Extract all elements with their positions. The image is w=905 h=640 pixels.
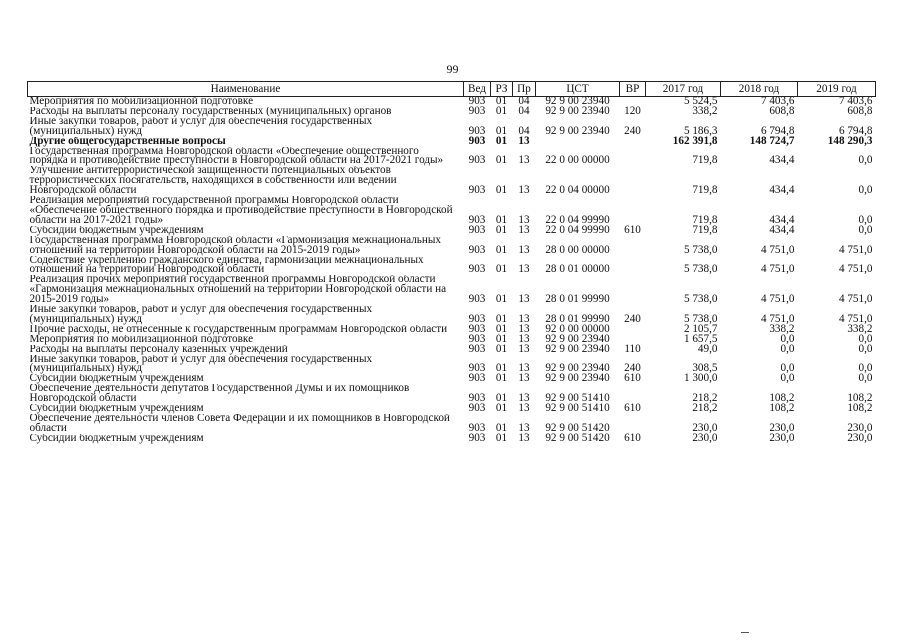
cell-2017: 1 657,5 [683, 332, 718, 345]
cell-rz: 01 [495, 243, 508, 256]
cell-name: Прочие расходы, не отнесенные к государственным программам Новгородской области [29, 324, 448, 335]
cell-ved: 903 [468, 392, 486, 405]
cell-pr: 13 [518, 263, 530, 276]
cell-name: Расходы на выплаты персоналу казенных учреждений [29, 344, 288, 355]
cell-2019: 0,0 [858, 154, 873, 167]
table-row [28, 325, 876, 335]
cell-2019: 0,0 [858, 184, 873, 197]
cell-2018: 4 751,0 [760, 293, 795, 306]
cell-cst: 92 9 00 51420 [545, 431, 610, 444]
cell-2018: 0,0 [780, 342, 795, 355]
cell-2018: 434,4 [769, 213, 795, 226]
cell-2017: 49,0 [697, 342, 718, 355]
cell-pr: 13 [518, 421, 530, 434]
cell-2017: 5 524,5 [683, 95, 718, 107]
cell-name: Обеспечение деятельности депутатов Государственной Думы и их помощников Новгородской области [29, 384, 410, 405]
cell-2019: 338,2 [847, 322, 873, 335]
cell-vr [620, 166, 646, 196]
cell-rz: 01 [495, 124, 508, 137]
cell-2019: 148 290,3 [827, 134, 873, 147]
cell-vr [620, 414, 646, 434]
cell-ved: 903 [468, 431, 486, 444]
cell-name: Улучшение антитеррористической защищенности потенциальных объектов террористических посягательств, находящихся в собственности или ведении Новгородской области [29, 166, 397, 197]
cell-rz: 01 [495, 263, 508, 276]
cell-name: Обеспечение деятельности членов Совета Федерации и их помощников в Новгородской области [29, 414, 450, 434]
cell-2019: 7 403,6 [838, 95, 873, 107]
table-row [28, 335, 876, 345]
cell-2018: 338,2 [769, 322, 795, 335]
cell-cst: 28 0 01 99990 [545, 293, 610, 306]
cell-2017: 5 738,0 [683, 263, 718, 276]
table-row [28, 107, 876, 117]
table-row [28, 374, 876, 384]
cell-2018: 608,8 [769, 104, 795, 117]
cell-vr: 610 [624, 372, 641, 385]
cell-pr: 04 [518, 95, 530, 107]
cell-2017: 308,5 [692, 362, 718, 375]
table-row [28, 345, 876, 355]
cell-2019: 0,0 [858, 223, 873, 236]
cell-ved: 903 [468, 322, 486, 335]
cell-rz: 01 [495, 154, 508, 167]
cell-ved: 903 [468, 184, 486, 197]
cell-pr: 04 [518, 104, 530, 117]
cell-name: Иные закупки товаров, работ и услуг для обеспечения государственных (муниципальных) нужд [29, 116, 373, 137]
cell-2018: 4 751,0 [760, 263, 795, 276]
cell-pr: 13 [518, 322, 530, 335]
cell-pr: 13 [518, 372, 530, 385]
table-row [28, 384, 876, 404]
cell-2017: 162 391,8 [672, 134, 718, 147]
column-header-ved: Вед [464, 82, 491, 97]
cell-cst: 92 9 00 51410 [545, 402, 610, 415]
cell-2018: 434,4 [769, 154, 795, 167]
table-row [28, 256, 876, 276]
cell-ved: 903 [468, 263, 486, 276]
cell-vr: 240 [624, 124, 641, 137]
cell-name: Другие общегосударственные вопросы [29, 136, 226, 147]
table-row [28, 117, 876, 137]
cell-2018: 108,2 [769, 402, 795, 415]
table-row [28, 236, 876, 256]
cell-pr: 13 [518, 431, 530, 444]
cell-vr [620, 147, 646, 167]
cell-2019: 108,2 [847, 402, 873, 415]
cell-2017: 5 738,0 [683, 312, 718, 325]
cell-pr: 13 [518, 154, 530, 167]
cell-pr: 13 [518, 184, 530, 197]
table-body [28, 97, 876, 444]
cell-2019: 108,2 [847, 392, 873, 405]
cell-ved: 903 [468, 402, 486, 415]
cell-vr: 120 [624, 104, 641, 117]
page-number: 99 [446, 62, 459, 76]
table-row [28, 166, 876, 196]
cell-2018: 434,4 [769, 223, 795, 236]
cell-rz: 01 [495, 332, 508, 345]
cell-ved: 903 [468, 104, 486, 117]
table-row [28, 226, 876, 236]
column-header-2018: 2018 год [721, 82, 798, 97]
cell-ved: 903 [468, 124, 486, 137]
cell-2019: 0,0 [858, 362, 873, 375]
column-header-cst: ЦСТ [536, 82, 620, 97]
cell-cst: 92 0 00 00000 [545, 322, 610, 335]
cell-2017: 719,8 [692, 213, 718, 226]
cell-rz: 01 [495, 213, 508, 226]
cell-2018: 7 403,6 [760, 95, 795, 107]
cell-cst: 92 9 00 23940 [545, 124, 610, 137]
cell-ved: 903 [468, 342, 486, 355]
cell-vr [620, 256, 646, 276]
cell-name: Субсидии бюджетным учреждениям [29, 433, 204, 444]
cell-2019: 0,0 [858, 372, 873, 385]
cell-name: Субсидии бюджетным учреждениям [29, 374, 204, 385]
cell-cst: 22 0 04 99990 [545, 213, 610, 226]
cell-2017: 1 300,0 [683, 372, 718, 385]
cell-pr: 13 [518, 134, 530, 147]
cell-2019: 0,0 [858, 332, 873, 345]
cell-rz: 01 [495, 223, 508, 236]
cell-2018: 6 794,8 [760, 124, 795, 137]
cell-cst: 22 0 00 00000 [545, 154, 610, 167]
cell-name: Государственная программа Новгородской области «Гармонизация межнациональных отношений на территории Новгородской области на 2015-2019 годы» [29, 235, 441, 256]
cell-2018: 148 724,7 [749, 134, 795, 147]
cell-pr: 13 [518, 312, 530, 325]
table-header-row [28, 82, 876, 97]
cell-2019: 4 751,0 [838, 263, 873, 276]
table-row [28, 414, 876, 434]
cell-2017: 719,8 [692, 154, 718, 167]
cell-cst: 92 9 00 23940 [545, 104, 610, 117]
table-row [28, 434, 876, 444]
cell-2017: 2 105,7 [683, 322, 718, 335]
cell-2017: 5 186,3 [683, 124, 718, 137]
cell-name: Субсидии бюджетным учреждениям [29, 404, 204, 414]
column-header-vr: ВР [620, 82, 646, 97]
cell-ved: 903 [468, 312, 486, 325]
cell-rz: 01 [495, 322, 508, 335]
scan-mark [741, 632, 749, 633]
cell-name: Государственная программа Новгородской области «Обеспечение общественного порядка и противодействие преступности в Новгородской области на 2017-2021 годы» [29, 146, 444, 167]
cell-ved: 903 [468, 134, 486, 147]
cell-name: Реализация прочих мероприятий государственной программы Новгородской области «Гармонизация межнациональных отношений на территории Новгородской области на 2015-2019 годы» [29, 275, 447, 306]
cell-cst: 22 0 04 99990 [545, 223, 610, 236]
cell-vr: 610 [624, 431, 641, 444]
cell-ved: 903 [468, 154, 486, 167]
cell-name: Реализация мероприятий государственной программы Новгородской области «Обеспечение общественного порядка и противодействие преступности в Новгородской области на 2017-2021 годы» [29, 196, 453, 226]
cell-ved: 903 [468, 223, 486, 236]
cell-pr: 13 [518, 402, 530, 415]
cell-rz: 01 [495, 402, 508, 415]
cell-cst: 28 0 01 99990 [545, 312, 610, 325]
cell-2017: 5 738,0 [683, 243, 718, 256]
cell-vr [620, 236, 646, 256]
cell-cst: 92 9 00 51420 [545, 421, 610, 434]
cell-pr: 13 [518, 223, 530, 236]
cell-cst: 28 0 01 00000 [545, 263, 610, 276]
cell-cst: 92 9 00 23940 [545, 362, 610, 375]
table-row [28, 137, 876, 147]
cell-ved: 903 [468, 95, 486, 107]
cell-rz: 01 [495, 342, 508, 355]
cell-cst: 92 9 00 23940 [545, 342, 610, 355]
table-row [28, 305, 876, 325]
column-header-pr: Пр [513, 82, 536, 97]
cell-name: Мероприятия по мобилизационной подготовке [29, 96, 254, 107]
cell-2017: 719,8 [692, 223, 718, 236]
cell-name: Мероприятия по мобилизационной подготовке [29, 334, 254, 345]
cell-2019: 608,8 [847, 104, 873, 117]
cell-vr: 610 [624, 223, 641, 236]
cell-rz: 01 [495, 312, 508, 325]
cell-rz: 01 [495, 362, 508, 375]
cell-cst: 92 9 00 23940 [545, 332, 610, 345]
cell-name: Расходы на выплаты персоналу государственных (муниципальных) органов [29, 106, 392, 117]
cell-2019: 0,0 [858, 342, 873, 355]
cell-2018: 4 751,0 [760, 243, 795, 256]
cell-rz: 01 [495, 104, 508, 117]
cell-2017: 719,8 [692, 184, 718, 197]
cell-vr [620, 137, 646, 147]
cell-rz: 01 [495, 372, 508, 385]
column-header-2019: 2019 год [798, 82, 876, 97]
cell-2019: 4 751,0 [838, 243, 873, 256]
cell-pr: 13 [518, 362, 530, 375]
cell-ved: 903 [468, 293, 486, 306]
cell-cst: 22 0 04 00000 [545, 184, 610, 197]
cell-vr [620, 196, 646, 226]
cell-ved: 903 [468, 362, 486, 375]
cell-vr: 110 [624, 342, 641, 355]
cell-rz: 01 [495, 184, 508, 197]
cell-name: Иные закупки товаров, работ и услуг для обеспечения государственных (муниципальных) нужд [29, 354, 373, 375]
cell-2018: 108,2 [769, 392, 795, 405]
cell-2019: 0,0 [858, 213, 873, 226]
table-row [28, 97, 876, 107]
cell-cst: 28 0 00 00000 [545, 243, 610, 256]
cell-cst: 92 9 00 51410 [545, 392, 610, 405]
cell-name: Иные закупки товаров, работ и услуг для обеспечения государственных (муниципальных) нужд [29, 305, 373, 325]
column-header-2017: 2017 год [646, 82, 721, 97]
cell-2019: 230,0 [847, 431, 873, 444]
cell-2017: 338,2 [692, 104, 718, 117]
cell-vr: 610 [624, 402, 641, 415]
table-row [28, 355, 876, 375]
cell-pr: 13 [518, 342, 530, 355]
cell-vr [620, 275, 646, 305]
cell-cst [536, 137, 620, 147]
cell-pr: 13 [518, 293, 530, 306]
cell-2018: 0,0 [780, 372, 795, 385]
cell-2018: 4 751,0 [760, 312, 795, 325]
cell-pr: 04 [518, 124, 530, 137]
cell-2019: 4 751,0 [838, 293, 873, 306]
table-row [28, 147, 876, 167]
cell-cst: 92 9 00 23940 [545, 372, 610, 385]
cell-ved: 903 [468, 243, 486, 256]
cell-2019: 6 794,8 [838, 124, 873, 137]
cell-rz: 01 [495, 293, 508, 306]
cell-2017: 230,0 [692, 431, 718, 444]
cell-2018: 230,0 [769, 421, 795, 434]
cell-ved: 903 [468, 372, 486, 385]
cell-2018: 0,0 [780, 362, 795, 375]
cell-rz: 01 [495, 95, 508, 107]
column-header-rz: РЗ [491, 82, 513, 97]
cell-rz: 01 [495, 392, 508, 405]
cell-rz: 01 [495, 421, 508, 434]
table-row [28, 404, 876, 414]
cell-vr: 240 [624, 362, 641, 375]
cell-ved: 903 [468, 213, 486, 226]
cell-2017: 218,2 [692, 402, 718, 415]
cell-ved: 903 [468, 421, 486, 434]
cell-cst: 92 9 00 23940 [545, 95, 610, 107]
cell-vr [620, 325, 646, 335]
table-row [28, 275, 876, 305]
cell-ved: 903 [468, 332, 486, 345]
cell-rz: 01 [495, 431, 508, 444]
cell-rz: 01 [495, 134, 508, 147]
cell-pr: 13 [518, 213, 530, 226]
cell-2017: 230,0 [692, 421, 718, 434]
cell-2019: 4 751,0 [838, 312, 873, 325]
cell-2018: 434,4 [769, 184, 795, 197]
cell-2017: 5 738,0 [683, 293, 718, 306]
cell-2018: 0,0 [780, 332, 795, 345]
cell-pr: 13 [518, 392, 530, 405]
cell-2018: 230,0 [769, 431, 795, 444]
table-row [28, 196, 876, 226]
cell-2019: 230,0 [847, 421, 873, 434]
cell-pr: 13 [518, 243, 530, 256]
cell-2017: 218,2 [692, 392, 718, 405]
cell-name: Субсидии бюджетным учреждениям [29, 225, 204, 236]
cell-vr: 240 [624, 312, 641, 325]
cell-pr: 13 [518, 332, 530, 345]
cell-name: Содействие укреплению гражданского единства, гармонизации межнациональных отношений на территории Новгородской области [29, 255, 424, 276]
column-header-name: Наименование [28, 82, 464, 97]
budget-table [27, 81, 876, 444]
